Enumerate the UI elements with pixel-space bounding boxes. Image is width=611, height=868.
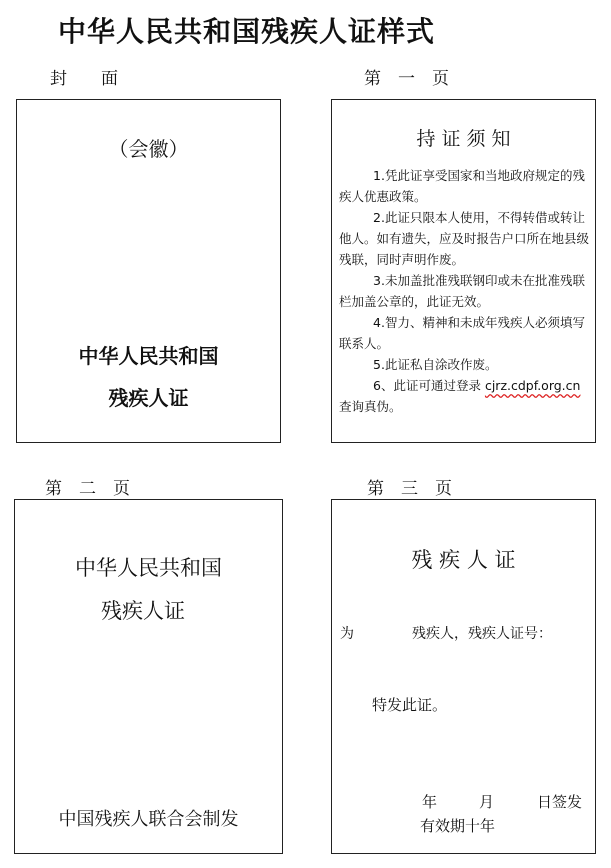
page-title: 中华人民共和国残疾人证样式 bbox=[58, 15, 436, 48]
date-month-label: 月 bbox=[479, 793, 495, 811]
notice-item-number: 4. bbox=[373, 315, 385, 330]
page2-panel bbox=[14, 499, 283, 854]
page1-panel bbox=[331, 99, 596, 443]
validity-text: 有效期十年 bbox=[420, 817, 496, 835]
page3-panel bbox=[331, 499, 596, 854]
page3-label: 第 三 页 bbox=[367, 479, 452, 499]
page2-label: 第 二 页 bbox=[45, 479, 130, 499]
page2-title-line2: 残疾人证 bbox=[101, 599, 185, 623]
recipient-id-label: 残疾人，残疾人证号： bbox=[412, 626, 552, 642]
issuer-text: 中国残疾人联合会制发 bbox=[58, 809, 239, 830]
certificate-heading: 残 疾 人 证 bbox=[411, 548, 516, 572]
notice-item-number: 3. bbox=[373, 273, 385, 288]
notice-item-number: 1. bbox=[373, 168, 385, 183]
notice-item-text: 此证只限本人使用，不得转借或转让他人。如有遗失，应及时报告户口所在地县级残联，同时声明作废。 bbox=[339, 210, 590, 267]
verify-site-link[interactable]: cjrz.cdpf.org.cn bbox=[484, 378, 581, 393]
notice-item-text: 凭此证享受国家和当地政府规定的残疾人优惠政策。 bbox=[339, 168, 585, 204]
cover-label: 封 面 bbox=[50, 69, 118, 89]
notice-item bbox=[339, 270, 589, 312]
page1-label: 第 一 页 bbox=[364, 69, 449, 89]
recipient-prefix: 为 bbox=[340, 626, 354, 642]
notice-item-text: 未加盖批准残联钢印或未在批准残联栏加盖公章的，此证无效。 bbox=[339, 273, 585, 309]
notice-item-tail: 查询真伪。 bbox=[339, 399, 402, 414]
notice-item bbox=[339, 312, 589, 354]
cover-title-line1: 中华人民共和国 bbox=[78, 344, 219, 368]
cover-panel bbox=[16, 99, 281, 443]
notice-item-text: 此证私自涂改作废。 bbox=[384, 357, 498, 372]
date-day-sign-label: 日签发 bbox=[537, 793, 583, 811]
cover-title-line2: 残疾人证 bbox=[108, 386, 189, 410]
page2-title-line1: 中华人民共和国 bbox=[75, 556, 222, 580]
notice-item-text: 此证可通过登录 bbox=[393, 378, 481, 393]
notice-item bbox=[339, 375, 589, 417]
notice-item bbox=[339, 354, 589, 375]
notice-item-text: 智力、精神和未成年残疾人必须填写联系人。 bbox=[339, 315, 585, 351]
emblem-placeholder: （会徽） bbox=[108, 137, 189, 161]
issuance-statement: 特发此证。 bbox=[372, 696, 448, 714]
notice-list bbox=[339, 165, 589, 417]
notice-item-number: 6、 bbox=[373, 378, 394, 393]
date-year-label: 年 bbox=[422, 793, 438, 811]
notice-item bbox=[339, 207, 589, 270]
notice-heading: 持 证 须 知 bbox=[416, 128, 511, 150]
notice-item bbox=[339, 165, 589, 207]
notice-item-number: 2. bbox=[373, 210, 385, 225]
notice-item-number: 5. bbox=[373, 357, 385, 372]
